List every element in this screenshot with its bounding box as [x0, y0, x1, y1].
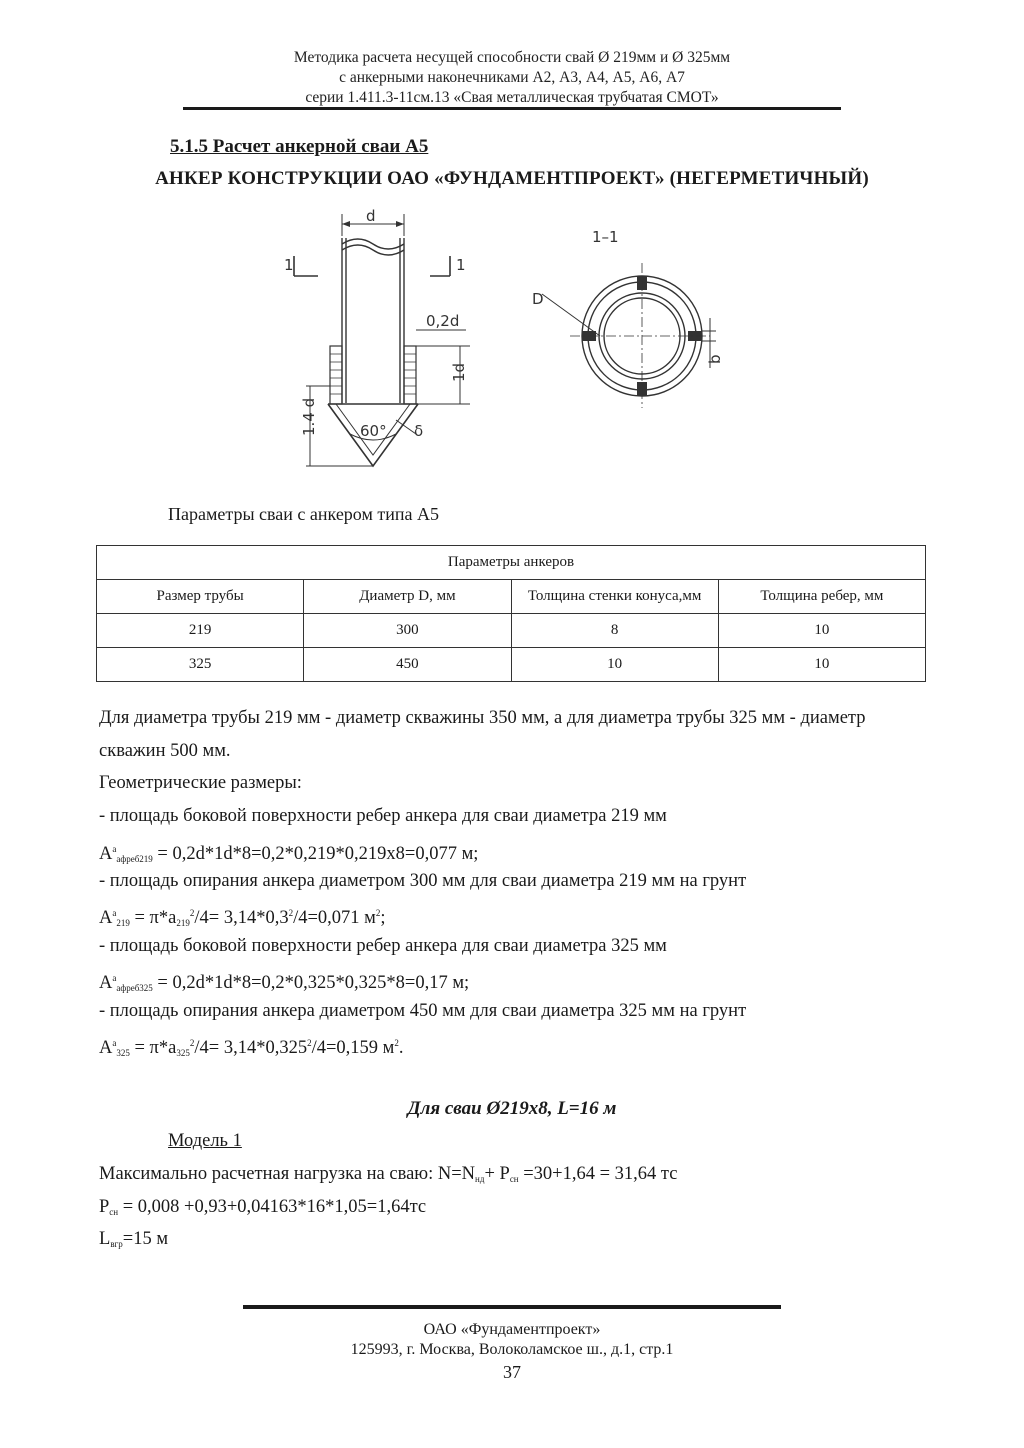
- formula-part: = π*a: [129, 908, 177, 928]
- load-part: + P: [484, 1164, 510, 1184]
- running-header-line2: с анкерными наконечниками А2, А3, А4, А5, А6, А7: [339, 69, 685, 86]
- running-header-line1: Методика расчета несущей способности свай Ø 219мм и Ø 325мм: [293, 49, 731, 66]
- table-row: [97, 648, 926, 682]
- formula-sup: 2: [189, 1038, 195, 1048]
- label-d: d: [366, 208, 376, 225]
- formula-sup: а: [112, 908, 117, 918]
- table-cell: 10: [511, 648, 718, 682]
- formula-part: /4=0,071 м: [293, 908, 376, 928]
- formula-sup: 2: [189, 908, 195, 918]
- footer-address: 125993, г. Москва, Волоколамское ш., д.1, стр.1: [350, 1341, 674, 1358]
- label-D: D: [532, 290, 544, 308]
- formula-symbol: А: [99, 908, 113, 928]
- table-caption: Параметры сваи с анкером типа А5: [168, 504, 439, 524]
- label-1-4d: 1.4 d: [300, 397, 318, 436]
- formula-line: [99, 967, 469, 999]
- table-header-row: [97, 580, 926, 614]
- p-sub: сн: [109, 1207, 119, 1217]
- section-title: 5.1.5 Расчет анкерной сваи А5: [170, 136, 429, 157]
- formula-part: = π*a: [129, 1038, 177, 1058]
- formula-sub: афреб219: [116, 854, 153, 864]
- table-header-cell: Толщина стенки конуса,мм: [511, 580, 718, 614]
- formula-sup: а: [112, 1038, 117, 1048]
- table-cell: 325: [97, 648, 304, 682]
- header-rule: [183, 107, 841, 110]
- formula-line: [99, 902, 386, 934]
- p-rest: = 0,008 +0,93+0,04163*16*1,05=1,64тс: [118, 1197, 427, 1217]
- formula-sub: афреб325: [116, 983, 153, 993]
- label-b: b: [706, 354, 724, 364]
- formula-sup: 2: [394, 1038, 399, 1048]
- formula-part: /4= 3,14*0,325: [194, 1038, 308, 1058]
- geometry-item: - площадь боковой поверхности ребер анкера для сваи диаметра 219 мм: [99, 806, 667, 826]
- load-sub: сн: [509, 1174, 519, 1184]
- formula-sup: а: [112, 844, 117, 854]
- formula-line: [99, 838, 478, 870]
- paragraph-line: Для диаметра трубы 219 мм - диаметр скважины 350 мм, а для диаметра трубы 325 мм - диаметр: [99, 708, 866, 728]
- geometry-item: - площадь боковой поверхности ребер анкера для сваи диаметра 325 мм: [99, 936, 667, 956]
- table-group-header: Параметры анкеров: [97, 546, 926, 580]
- formula-part: .: [398, 1038, 404, 1058]
- p-line: [99, 1196, 426, 1223]
- formula-sub: 219: [116, 918, 130, 928]
- formula-symbol: А: [99, 1038, 113, 1058]
- geometry-item: - площадь опирания анкера диаметром 300 мм для сваи диаметра 219 мм на грунт: [99, 871, 747, 891]
- formula-part: /4= 3,14*0,3: [194, 908, 289, 928]
- formula-symbol: А: [99, 844, 113, 864]
- formula-rest: = 0,2d*1d*8=0,2*0,325*0,325*8=0,17 м;: [152, 973, 470, 993]
- label-section-mark-right: 1: [456, 256, 466, 274]
- load-part: =30+1,64 = 31,64 тс: [518, 1164, 678, 1184]
- table-header-cell: Размер трубы: [97, 580, 304, 614]
- formula-sub: 325: [116, 1048, 130, 1058]
- section-subtitle: АНКЕР КОНСТРУКЦИИ ОАО «ФУНДАМЕНТПРОЕКТ» (НЕГЕРМЕТИЧНЫЙ): [155, 168, 869, 189]
- formula-sup: 2: [307, 1038, 312, 1048]
- formula-sub: 219: [176, 918, 190, 928]
- footer-org: ОАО «Фундаментпроект»: [423, 1321, 601, 1338]
- table-cell: 10: [718, 614, 925, 648]
- running-header-line3: серии 1.411.3-11см.13 «Свая металлическая трубчатая СМОТ»: [305, 89, 719, 106]
- load-part: Максимально расчетная нагрузка на сваю: N=N: [99, 1164, 476, 1184]
- table-row: [97, 614, 926, 648]
- geometry-item: - площадь опирания анкера диаметром 450 мм для сваи диаметра 325 мм на грунт: [99, 1001, 747, 1021]
- page-number: 37: [503, 1362, 521, 1382]
- pile-title: Для сваи Ø219х8, L=16 м: [407, 1098, 617, 1119]
- table-cell: 10: [718, 648, 925, 682]
- formula-part: /4=0,159 м: [311, 1038, 395, 1058]
- geometry-heading: Геометрические размеры:: [99, 773, 302, 793]
- l-sub: вгр: [110, 1239, 123, 1249]
- formula-symbol: А: [99, 973, 113, 993]
- formula-sub: 325: [176, 1048, 190, 1058]
- table-cell: 8: [511, 614, 718, 648]
- label-delta: δ: [414, 422, 424, 440]
- label-section-mark-left: 1: [284, 256, 294, 274]
- formula-sup: 2: [375, 908, 381, 918]
- formula-sup: а: [112, 973, 117, 983]
- anchor-parameters-table: [96, 545, 926, 682]
- formula-part: ;: [380, 908, 386, 928]
- l-rest: =15 м: [122, 1229, 169, 1249]
- load-line: [99, 1163, 677, 1190]
- l-line: [99, 1228, 168, 1255]
- label-1d: 1d: [450, 362, 468, 382]
- table-header-cell: Диаметр D, мм: [304, 580, 511, 614]
- table-cell: 300: [304, 614, 511, 648]
- load-sub: нд: [475, 1174, 485, 1184]
- footer-rule: [243, 1305, 781, 1309]
- paragraph-line: скважин 500 мм.: [99, 741, 231, 761]
- label-0-2d: 0,2d: [426, 312, 460, 330]
- anchor-drawing: [270, 208, 740, 473]
- label-section-title: 1–1: [592, 228, 619, 246]
- table-cell: 450: [304, 648, 511, 682]
- label-60-degrees: 60°: [360, 422, 387, 440]
- table-row-group-header: [97, 546, 926, 580]
- table-header-cell: Толщина ребер, мм: [718, 580, 925, 614]
- formula-line: [99, 1032, 403, 1064]
- formula-sup: 2: [288, 908, 294, 918]
- p-symbol: Р: [99, 1197, 110, 1217]
- l-symbol: L: [99, 1229, 111, 1249]
- model-heading: Модель 1: [168, 1131, 242, 1151]
- formula-rest: = 0,2d*1d*8=0,2*0,219*0,219х8=0,077 м;: [152, 844, 479, 864]
- table-cell: 219: [97, 614, 304, 648]
